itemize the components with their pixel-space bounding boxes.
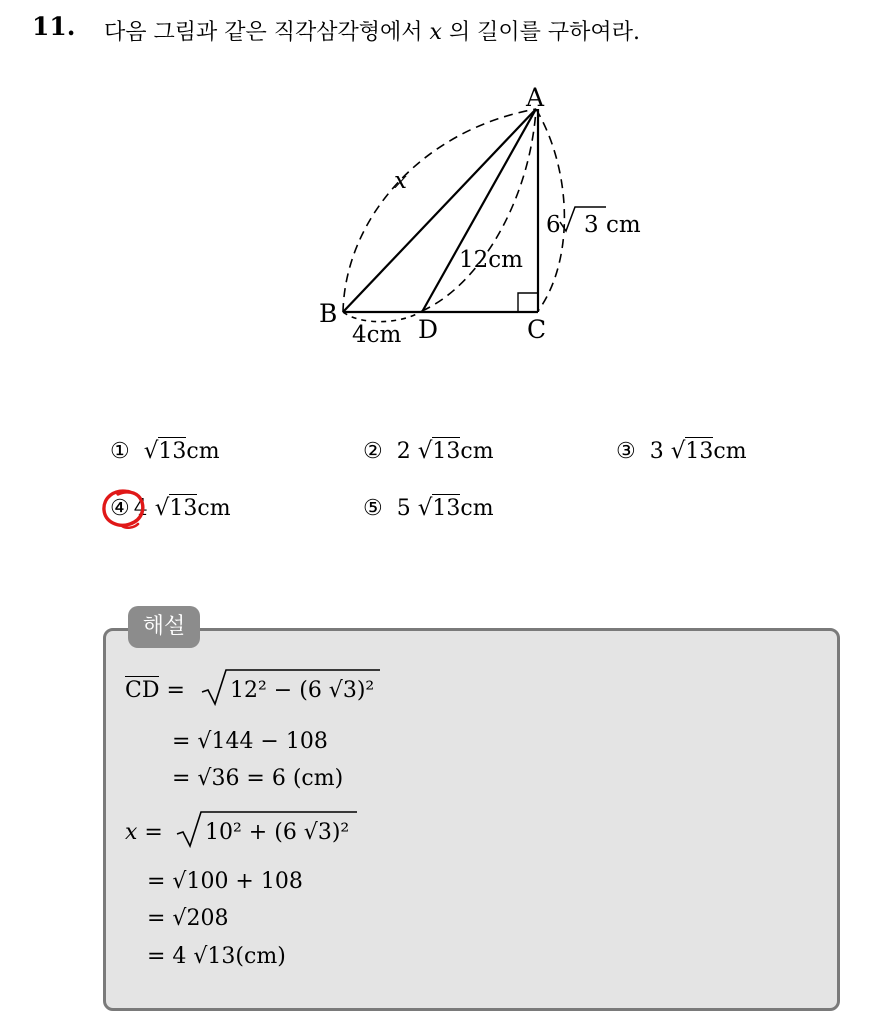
choice-5-unit: cm xyxy=(460,496,494,521)
choice-2-unit: cm xyxy=(460,439,494,464)
choice-3-root: 13 xyxy=(685,439,714,464)
choice-2-coef: 2 xyxy=(396,439,411,464)
choice-4-unit: cm xyxy=(197,496,231,521)
solution-line-5: = √100 + 108 xyxy=(147,869,303,894)
choice-1-radical: √ xyxy=(143,438,159,464)
label-ad-length: 12cm xyxy=(459,247,523,273)
choice-3-number: ③ xyxy=(616,439,636,464)
right-angle-mark xyxy=(518,293,538,312)
choice-3-radical: √ xyxy=(670,438,686,464)
choice-2-radical: √ xyxy=(417,438,433,464)
choice-1[interactable] xyxy=(110,437,220,464)
choice-3-unit: cm xyxy=(713,439,747,464)
label-b: B xyxy=(319,299,338,328)
label-x: x xyxy=(394,168,407,194)
choice-3[interactable] xyxy=(616,437,747,464)
choice-1-number: ① xyxy=(110,439,130,464)
solution-line-4 xyxy=(125,820,163,845)
choice-4-number: ④ xyxy=(110,496,130,521)
choice-2-root: 13 xyxy=(432,439,461,464)
cd-segment-label: CD xyxy=(125,678,160,703)
question-variable: x xyxy=(429,20,442,45)
choice-3-coef: 3 xyxy=(649,439,664,464)
choice-4-coef: 4 xyxy=(133,496,148,521)
solution-line-4-eq: = xyxy=(144,820,163,845)
choice-1-unit: cm xyxy=(186,439,220,464)
label-d: D xyxy=(418,315,439,344)
solution-line-6: = √208 xyxy=(147,906,229,931)
triangle-figure xyxy=(0,0,884,400)
choice-4-root: 13 xyxy=(169,496,198,521)
choice-1-root: 13 xyxy=(158,439,187,464)
question-text-after: 의 길이를 구하여라. xyxy=(448,20,640,45)
solution-line-1-body: 12² − (6 √3)² xyxy=(230,678,375,703)
question-text-before: 다음 그림과 같은 직각삼각형에서 xyxy=(104,20,423,45)
choice-5-coef: 5 xyxy=(396,496,411,521)
solution-line-1-eq: = xyxy=(166,678,185,703)
question-number: 11. xyxy=(32,12,76,41)
choice-5[interactable] xyxy=(363,494,494,521)
solution-line-4-body: 10² + (6 √3)² xyxy=(205,820,350,845)
solution-line-2: = √144 − 108 xyxy=(172,729,328,754)
solution-line-3: = √36 = 6 (cm) xyxy=(172,766,344,791)
label-bd-length: 4cm xyxy=(352,322,402,348)
label-a: A xyxy=(526,83,545,112)
label-c: C xyxy=(527,315,547,344)
choice-2[interactable] xyxy=(363,437,494,464)
answer-mark-circle xyxy=(100,486,150,532)
arc-ac xyxy=(536,109,564,311)
choice-5-radical: √ xyxy=(417,495,433,521)
label-ac-root: 3 xyxy=(584,212,599,238)
solution-line-7: = 4 √13(cm) xyxy=(147,944,286,969)
choice-5-root: 13 xyxy=(432,496,461,521)
choice-2-number: ② xyxy=(363,439,383,464)
solution-tab-label: 해설 xyxy=(128,606,200,648)
choice-5-number: ⑤ xyxy=(363,496,383,521)
label-ac-unit: cm xyxy=(606,212,641,238)
solution-line-1 xyxy=(125,678,185,703)
solution-x-var: x xyxy=(125,820,138,845)
label-ac-coef: 6 xyxy=(546,212,561,238)
choice-4-radical: √ xyxy=(154,495,170,521)
label-ac-radical xyxy=(560,207,606,231)
